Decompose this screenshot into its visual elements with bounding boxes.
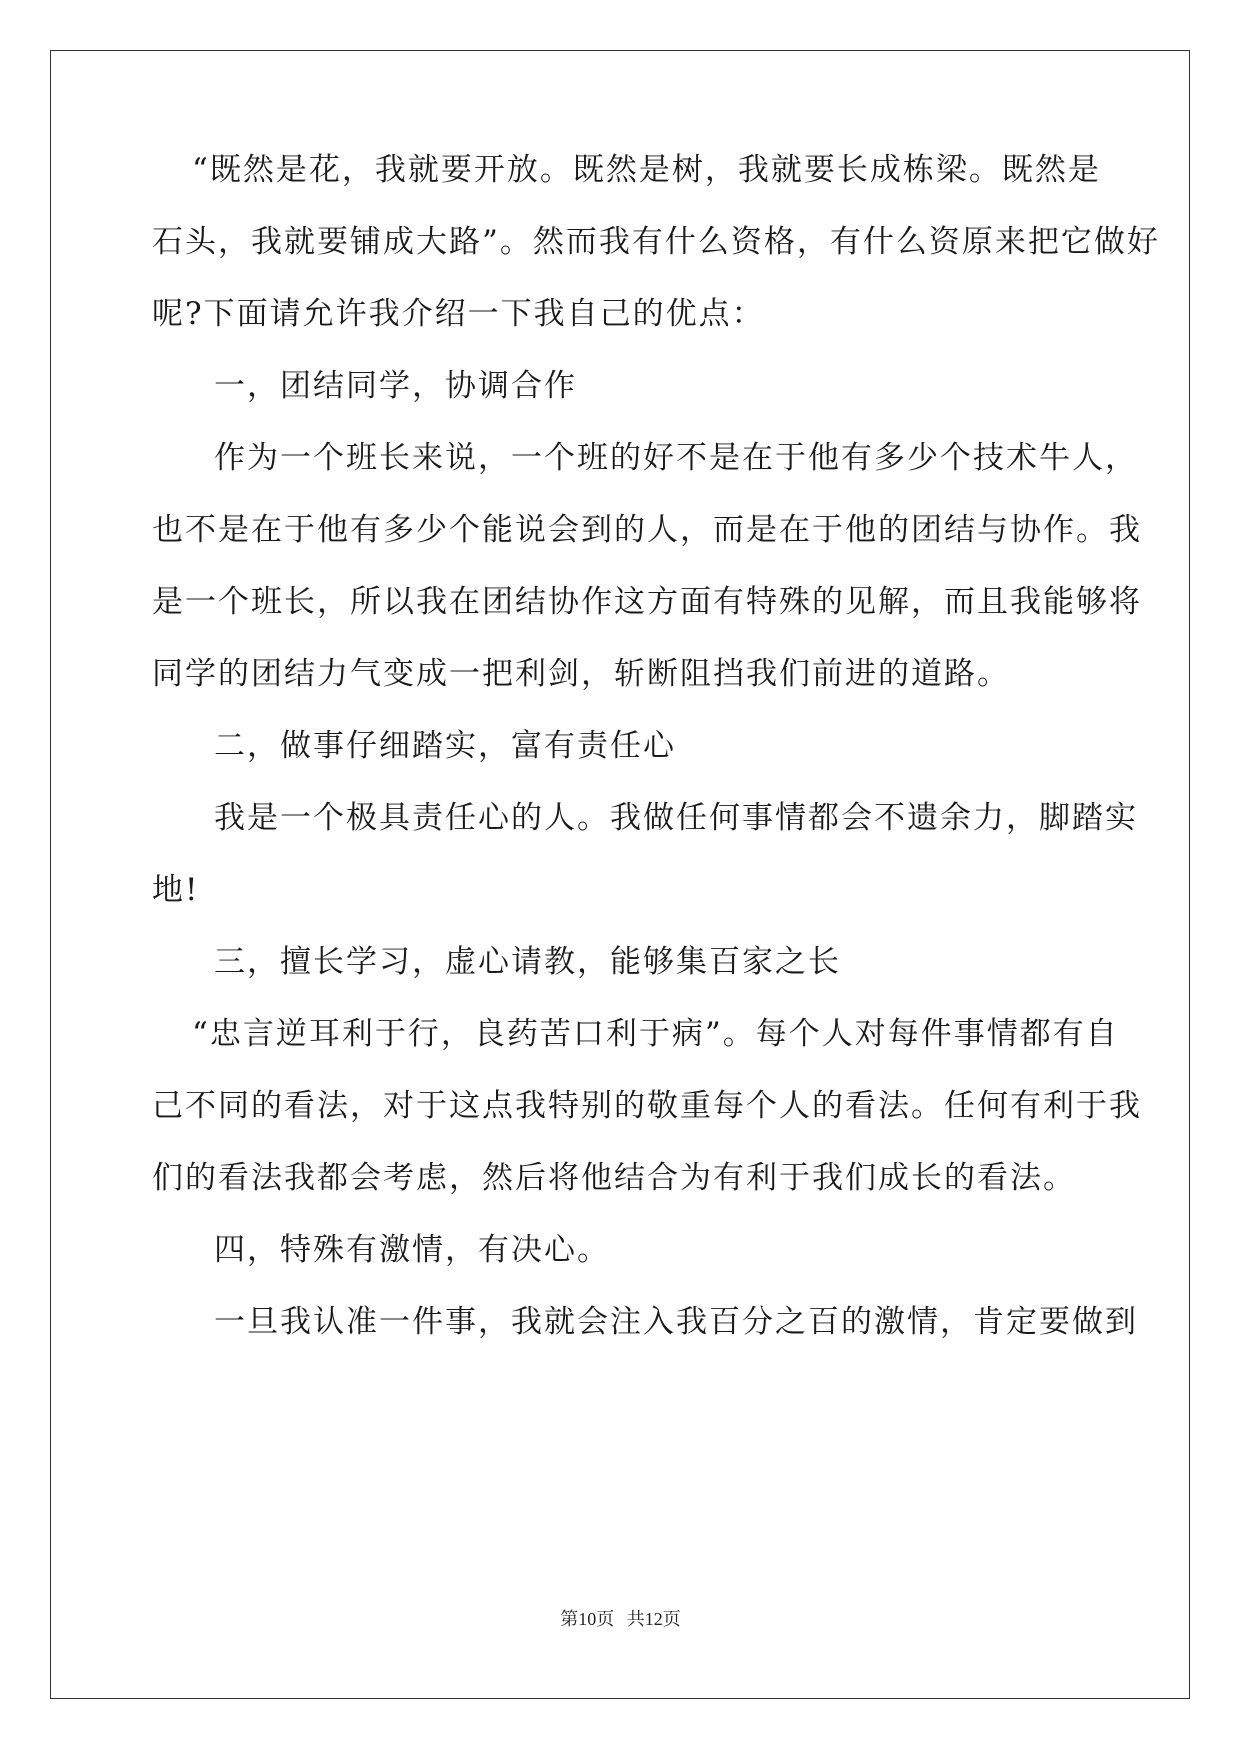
section-heading-1: 一，团结同学，协调合作 [214,368,577,404]
text-line-11: 地! [152,872,200,908]
text-line-3: 呢?下面请允许我介绍一下我自己的优点： [152,296,765,332]
text-line-2: 石头，我就要铺成大路”。然而我有什么资格，有什么资原来把它做好 [152,224,1160,260]
text-line-17: 一旦我认准一件事，我就会注入我百分之百的激情，肯定要做到 [214,1304,1138,1340]
text-line-5: 作为一个班长来说，一个班的好不是在于他有多少个技术牛人， [214,440,1138,476]
section-heading-2: 二，做事仔细踏实，富有责任心 [214,728,676,764]
page-total: 共12页 [626,1609,681,1629]
text-line-13: “忠言逆耳利于行，良药苦口利于病”。每个人对每件事情都有自 [192,1016,1119,1052]
page-footer [0,1605,1241,1631]
section-heading-4: 四，特殊有激情，有决心。 [214,1232,610,1268]
page-number: 第10页 [560,1609,615,1629]
text-line-10: 我是一个极具责任心的人。我做任何事情都会不遗余力，脚踏实 [214,800,1138,836]
text-line-14: 己不同的看法，对于这点我特别的敬重每个人的看法。任何有利于我 [152,1088,1142,1124]
text-line-15: 们的看法我都会考虑，然后将他结合为有利于我们成长的看法。 [152,1160,1076,1196]
text-line-6: 也不是在于他有多少个能说会到的人，而是在于他的团结与协作。我 [152,512,1142,548]
text-line-8: 同学的团结力气变成一把利剑，斩断阻挡我们前进的道路。 [152,656,1010,692]
text-line-7: 是一个班长，所以我在团结协作这方面有特殊的见解，而且我能够将 [152,584,1142,620]
section-heading-3: 三，擅长学习，虚心请教，能够集百家之长 [214,944,841,980]
text-line-1: “既然是花，我就要开放。既然是树，我就要长成栋梁。既然是 [192,152,1101,188]
